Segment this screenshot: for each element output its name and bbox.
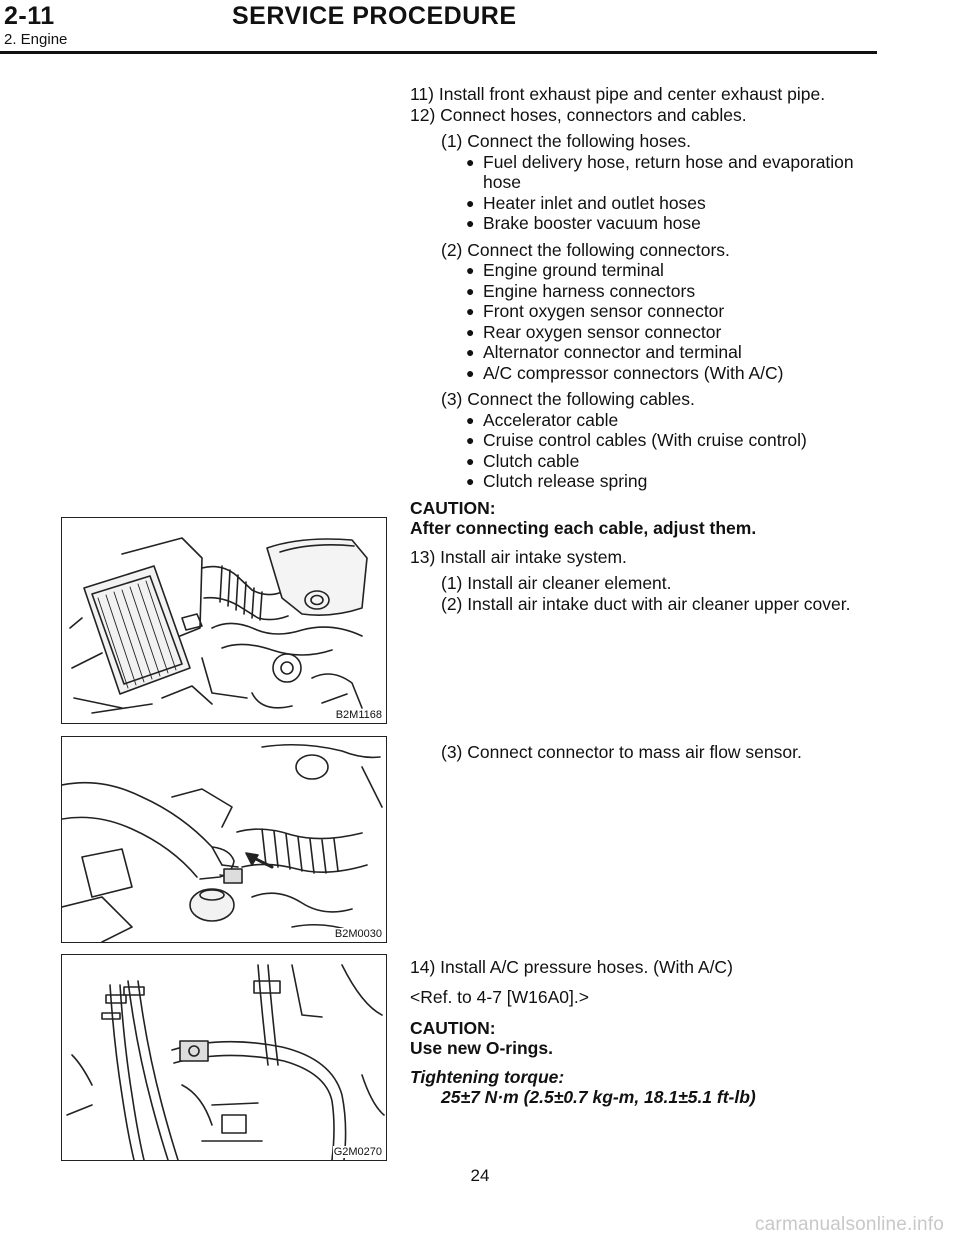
list-item: ● Clutch cable [466,450,580,471]
maf-connector-illustration [62,737,386,942]
figure-code: B2M1168 [335,709,382,721]
bullet-icon: ● [466,153,475,170]
bullet-icon: ● [466,364,475,381]
bullet-icon: ● [466,303,475,319]
list-item: ● Brake booster vacuum hose [466,213,701,233]
list-item: ● Clutch release spring [466,471,648,491]
list-item: ● Cruise control cables (With cruise control) [466,430,807,450]
step-12-1: (1) Connect the following hoses. [441,131,691,151]
procedure-text [410,84,880,1108]
step-13: 13) Install air intake system. [410,546,627,567]
list-item: ● Accelerator cable [466,409,619,430]
torque-label: Tightening torque: [410,1066,565,1087]
bullet-icon: ● [466,323,475,340]
step-11: 11) Install front exhaust pipe and center exhaust pipe. [410,84,826,104]
figure-air-intake [61,517,387,724]
list-item: ● Alternator connector and terminal [466,342,742,362]
bullet-icon: ● [466,344,475,360]
figure-maf-connector [61,736,387,943]
torque-value: 25±7 N·m (2.5±0.7 kg-m, 18.1±5.1 ft-lb) [441,1087,756,1107]
step-13-2: (2) Install air intake duct with air cleaner upper cover. [441,593,851,614]
chapter-subtitle: 2. Engine [4,31,68,48]
step-12: 12) Connect hoses, connectors and cables. [410,104,747,125]
air-intake-illustration [62,518,386,723]
list-item: ● Fuel delivery hose, return hose and evaporation [466,151,854,172]
caution-label: CAUTION: [410,1017,496,1038]
figure-code: G2M0270 [333,1146,382,1158]
page-number: 24 [470,1166,490,1185]
list-item: ● Heater inlet and outlet hoses [466,192,706,213]
bullet-icon: ● [466,473,475,489]
bullet-icon: ● [466,282,475,299]
reference: <Ref. to 4-7 [W16A0].> [410,987,589,1007]
bullet-icon: ● [466,262,475,278]
figure-code: B2M0030 [334,928,382,940]
bullet-icon: ● [466,432,475,448]
caution-text: After connecting each cable, adjust them. [410,518,757,538]
list-item: ● Rear oxygen sensor connector [466,321,722,342]
list-item-continuation: hose [483,172,521,192]
bullet-icon: ● [466,452,475,469]
step-12-2: (2) Connect the following connectors. [441,239,730,260]
header-rule [0,51,877,54]
bullet-icon: ● [466,215,475,231]
list-item: ● A/C compressor connectors (With A/C) [466,362,784,383]
step-14: 14) Install A/C pressure hoses. (With A/C) [410,956,733,977]
page-title: SERVICE PROCEDURE [232,2,517,30]
list-item: ● Front oxygen sensor connector [466,301,725,321]
caution-text: Use new O-rings. [410,1038,553,1058]
figure-ac-hoses [61,954,387,1161]
section-number: 2-11 [4,2,55,30]
bullet-icon: ● [466,411,475,428]
step-12-3: (3) Connect the following cables. [441,389,695,409]
step-13-3: (3) Connect connector to mass air flow sensor. [441,742,802,762]
list-item: ● Engine harness connectors [466,280,696,301]
caution-label: CAUTION: [410,497,496,518]
bullet-icon: ● [466,194,475,211]
watermark: carmanualsonline.info [754,1214,944,1235]
step-13-1: (1) Install air cleaner element. [441,573,672,593]
list-item: ● Engine ground terminal [466,260,664,280]
ac-hoses-illustration [62,955,386,1160]
